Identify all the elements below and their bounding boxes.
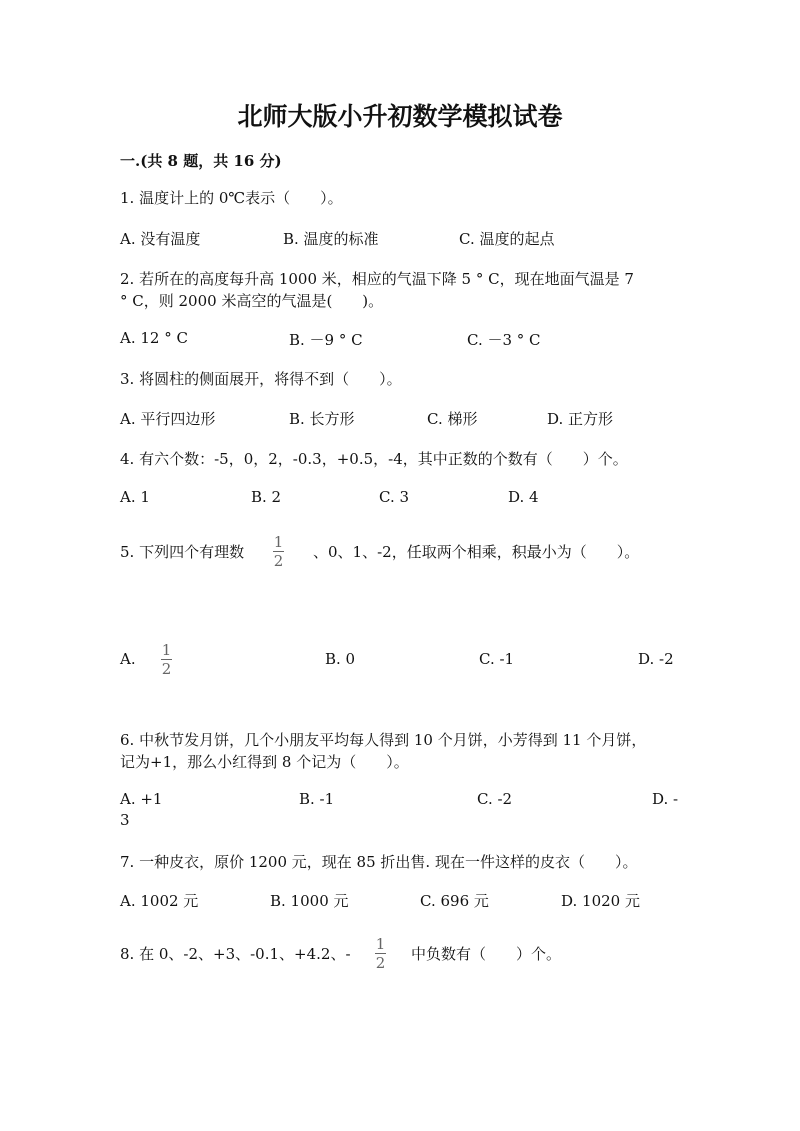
question-8-fraction <box>375 936 386 971</box>
question-3-option-b: B. 长方形 <box>289 410 355 428</box>
question-4-option-c: C. 3 <box>379 488 410 506</box>
question-4-stem: 4. 有六个数：-5，0，2，-0.3，+0.5，-4，其中正数的个数有（ ）个。 <box>120 450 628 468</box>
question-6-stem-line1: 6. 中秋节发月饼，几个小朋友平均每人得到 10 个月饼，小芳得到 11 个月饼， <box>120 731 647 749</box>
question-7-option-d: D. 1020 元 <box>561 892 640 910</box>
question-5-option-b: B. 0 <box>325 650 356 668</box>
question-7-stem: 7. 一种皮衣，原价 1200 元，现在 85 折出售. 现在一件这样的皮衣（ ）。 <box>120 853 638 871</box>
question-5-option-c: C. -1 <box>479 650 515 668</box>
question-7-option-a: A. 1002 元 <box>120 892 199 910</box>
question-1-option-a: A. 没有温度 <box>120 230 201 248</box>
question-6-option-c: C. -2 <box>477 790 513 808</box>
question-5-option-a: A. <box>120 650 136 668</box>
question-6-option-b: B. -1 <box>299 790 335 808</box>
question-1-option-b: B. 温度的标准 <box>283 230 379 248</box>
question-5-option-d: D. -2 <box>638 650 674 668</box>
fraction-denominator: 2 <box>161 660 172 678</box>
question-6-option-a: A. +1 <box>120 790 163 808</box>
fraction-numerator: 1 <box>375 935 386 953</box>
page-title: 北师大版小升初数学模拟试卷 <box>237 102 563 131</box>
question-1-option-c: C. 温度的起点 <box>459 230 555 248</box>
fraction-numerator: 1 <box>273 533 284 551</box>
section-header: 一.(共 8 题，共 16 分) <box>120 152 282 170</box>
question-5-stem-post: 、0、1、-2，任取两个相乘，积最小为（ ）。 <box>313 543 640 561</box>
question-2-option-a: A. 12 ° C <box>120 329 188 347</box>
question-5-fraction <box>273 534 284 569</box>
question-2-option-b: B. －9 ° C <box>289 331 363 349</box>
question-3-option-c: C. 梯形 <box>427 410 478 428</box>
question-8-stem-post: 中负数有（ ）个。 <box>411 945 562 963</box>
question-1-stem: 1. 温度计上的 0℃表示（ ）。 <box>120 189 343 207</box>
fraction-numerator: 1 <box>161 641 172 659</box>
question-7-option-c: C. 696 元 <box>420 892 489 910</box>
question-4-option-a: A. 1 <box>120 488 150 506</box>
fraction-denominator: 2 <box>273 552 284 570</box>
question-6-stem-line2: 记为+1，那么小红得到 8 个记为（ ）。 <box>120 753 409 771</box>
question-5-option-a-fraction <box>161 642 172 677</box>
question-5-stem-pre: 5. 下列四个有理数 <box>120 543 245 561</box>
question-3-option-a: A. 平行四边形 <box>120 410 216 428</box>
question-6-option-d: D. - <box>652 790 679 808</box>
question-7-option-b: B. 1000 元 <box>270 892 349 910</box>
question-8-stem-pre: 8. 在 0、-2、+3、-0.1、+4.2、- <box>120 945 351 963</box>
question-2-stem-line1: 2. 若所在的高度每升高 1000 米，相应的气温下降 5 ° C，现在地面气温是 7 <box>120 270 634 288</box>
question-6-option-d-wrap: 3 <box>120 811 130 829</box>
question-4-option-b: B. 2 <box>251 488 282 506</box>
question-4-option-d: D. 4 <box>508 488 539 506</box>
question-3-stem: 3. 将圆柱的侧面展开，将得不到（ ）。 <box>120 370 402 388</box>
question-3-option-d: D. 正方形 <box>547 410 614 428</box>
question-2-option-c: C. －3 ° C <box>467 331 541 349</box>
fraction-denominator: 2 <box>375 954 386 972</box>
question-2-stem-line2: ° C，则 2000 米高空的气温是( )。 <box>120 292 384 310</box>
